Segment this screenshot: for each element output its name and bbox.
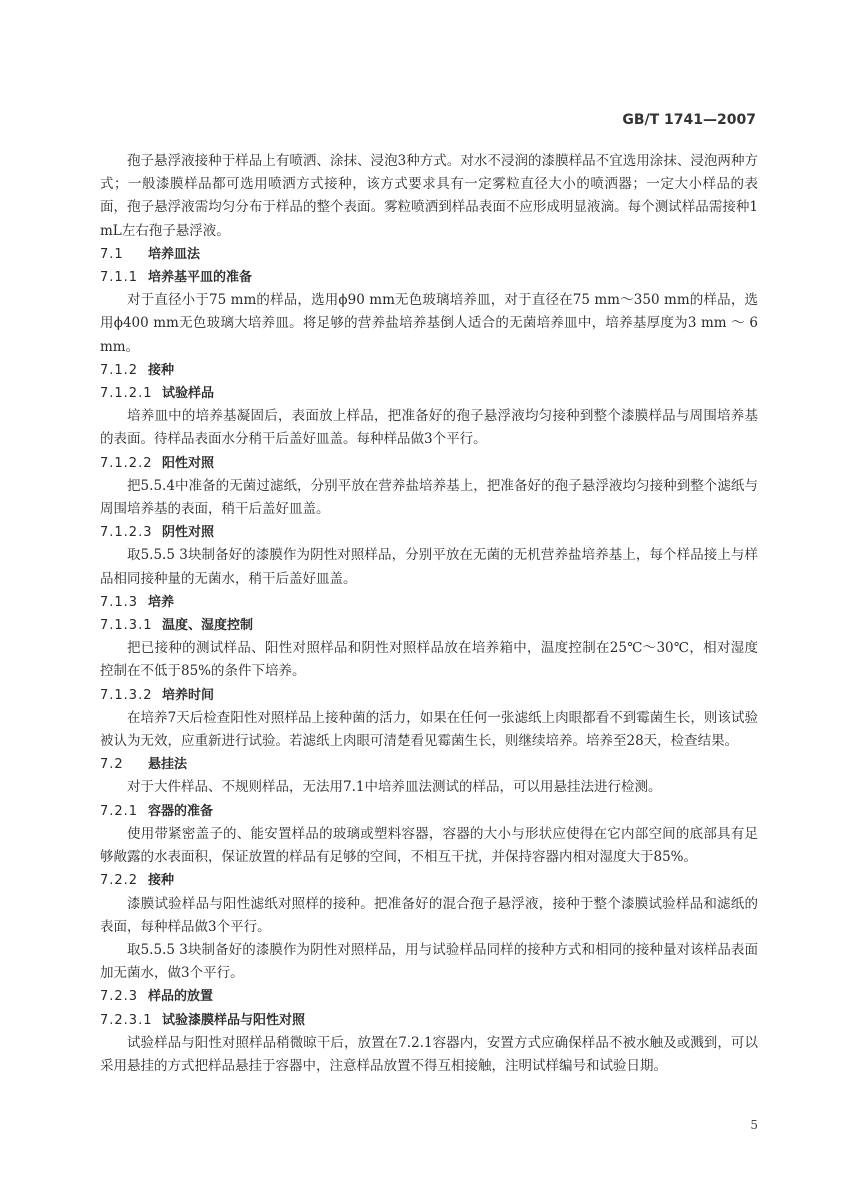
section-number: 7.1.2.1 [100,386,153,402]
section-heading [100,614,758,637]
section-heading [100,1009,758,1032]
paragraph: 漆膜试验样品与阳性滤纸对照样的接种。把准备好的混合孢子悬浮液，接种于整个漆膜试验样品和滤纸的表面，每种样品做3个平行。 [100,895,758,935]
section-heading [100,382,758,405]
section-number: 7.1.3 [100,594,139,610]
section-title: 接种 [148,873,175,889]
section-title: 培养 [148,594,175,610]
section-title: 悬挂法 [148,757,188,773]
section-heading [100,452,758,475]
paragraph: 培养皿中的培养基凝固后，表面放上样品，把准备好的孢子悬浮液均匀接种到整个漆膜样品与周围培养基的表面。待样品表面水分稍干后盖好皿盖。每种样品做3个平行。 [100,408,758,448]
paragraph: 试验样品与阳性对照样品稍微晾干后，放置在7.2.1容器内，安置方式应确保样品不被水触及或溅到，可以采用悬挂的方式把样品悬挂于容器中，注意样品放置不得互相接触，注明试样编号和试验日期。 [100,1034,758,1074]
section-title: 试验漆膜样品与阳性对照 [162,1012,306,1028]
section-heading [100,753,758,776]
section-number: 7.1.2.3 [100,525,153,541]
section-number: 7.2 [100,757,124,773]
section-heading [100,243,758,266]
paragraph: 孢子悬浮液接种于样品上有喷洒、涂抹、浸泡3种方式。对水不浸润的漆膜样品不宜选用涂抹、浸泡两种方式；一般漆膜样品都可选用喷洒方式接种，该方式要求具有一定雾粒直径大小的喷洒器；一定大小样品的表面，孢子悬浮液需均匀分布于样品的整个表面。雾粒喷洒到样品表面不应形成明显液滴。每个测试样品需接种1 mL左右孢子悬浮液。 [100,153,758,239]
paragraph: 取5.5.5 3块制备好的漆膜作为阴性对照样品，分别平放在无菌的无机营养盐培养基上，每个样品接上与样品相同接种量的无菌水，稍干后盖好皿盖。 [100,547,758,587]
section-heading [100,359,758,382]
paragraph: 使用带紧密盖子的、能安置样品的玻璃或塑料容器，容器的大小与形状应使得在它内部空间的底部具有足够敞露的水表面积，保证放置的样品有足够的空间，不相互干扰，并保持容器内相对湿度大于85%。 [100,825,758,866]
section-number: 7.1.2.2 [100,455,153,471]
section-title: 培养时间 [162,687,215,703]
paragraph: 把5.5.4中准备的无菌过滤纸，分别平放在营养盐培养基上，把准备好的孢子悬浮液均匀接种到整个滤纸与周围培养基的表面，稍干后盖好皿盖。 [100,477,758,518]
section-number: 7.1.2 [100,362,139,378]
section-heading [100,266,758,289]
section-number: 7.1.3.1 [100,618,153,634]
section-heading [100,869,758,892]
section-number: 7.1.1 [100,270,139,286]
standard-code-header: GB/T 1741—2007 [622,112,756,128]
section-heading [100,684,758,707]
section-title: 样品的放置 [148,989,214,1005]
section-number: 7.2.3.1 [100,1012,153,1028]
section-number: 7.1 [100,246,124,262]
section-heading [100,985,758,1008]
section-title: 阳性对照 [162,455,215,471]
section-title: 试验样品 [162,386,215,402]
section-title: 培养基平皿的准备 [148,270,253,286]
section-title: 接种 [148,362,175,378]
section-number: 7.2.2 [100,873,139,889]
section-number: 7.2.1 [100,803,139,819]
page-number: 5 [750,1118,758,1132]
section-heading [100,800,758,823]
section-title: 培养皿法 [148,246,201,262]
section-number: 7.1.3.2 [100,687,153,703]
section-title: 容器的准备 [148,803,214,819]
document-body [100,150,758,1078]
section-heading [100,521,758,544]
section-heading [100,591,758,614]
paragraph: 对于直径小于75 mm的样品，选用ϕ90 mm无色玻璃培养皿，对于直径在75 mm～350 mm的样品，选用ϕ400 mm无色玻璃大培养皿。将足够的营养盐培养基倒人适合的无菌培养皿中，培养基厚度为3 mm ～ 6 mm。 [100,292,758,355]
paragraph: 把已接种的测试样品、阳性对照样品和阴性对照样品放在培养箱中，温度控制在25℃～30℃，相对湿度控制在不低于85%的条件下培养。 [100,640,758,680]
section-number: 7.2.3 [100,989,139,1005]
section-title: 阴性对照 [162,525,215,541]
paragraph: 对于大件样品、不规则样品，无法用7.1中培养皿法测试的样品，可以用悬挂法进行检测。 [127,779,662,796]
paragraph: 取5.5.5 3块制备好的漆膜作为阴性对照样品，用与试验样品同样的接种方式和相同的接种量对该样品表面加无菌水，做3个平行。 [100,941,758,982]
section-title: 温度、湿度控制 [162,618,254,634]
paragraph: 在培养7天后检查阳性对照样品上接种菌的活力，如果在任何一张滤纸上肉眼都看不到霉菌生长，则该试验被认为无效，应重新进行试验。若滤纸上肉眼可清楚看见霉菌生长，则继续培养。培养至28天，检查结果。 [100,709,758,750]
